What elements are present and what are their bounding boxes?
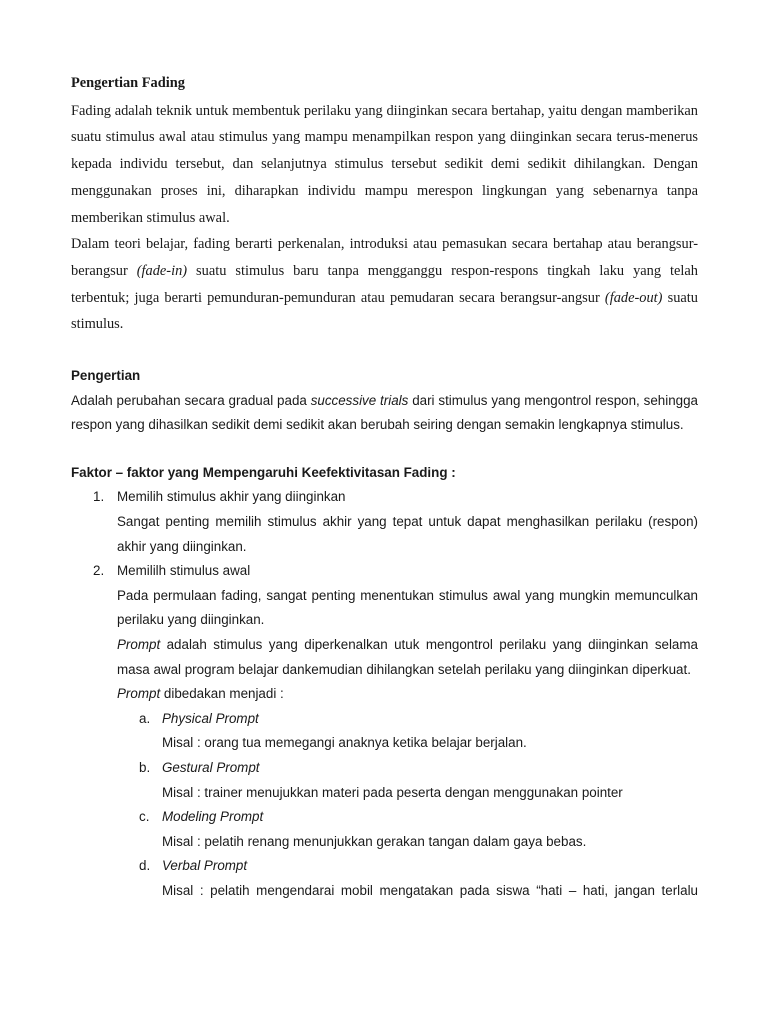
sublist-item [71,854,698,903]
list-item-label: Memilih stimulus akhir yang diinginkan [117,489,346,505]
list-item-description: Pada permulaan fading, sangat penting menentukan stimulus awal yang mungkin memunculkan perilaku yang diinginkan. [117,587,698,628]
prompt-type-name: Modeling Prompt [162,809,264,825]
list-item [71,559,698,707]
paragraph-text: dari stimulus yang mengontrol respon, sehingga respon yang dihasilkan sedikit demi sedikit akan berubah seiring dengan semakin lengkapnya stimulus. [71,392,698,433]
sublist-item [71,805,698,854]
italic-term: (fade-in) [136,262,188,279]
document-page [71,70,698,904]
section-title: Pengertian [71,368,141,384]
paragraph [71,98,698,338]
prompt-example: Misal : pelatih renang menunjukkan gerakan tangan dalam gaya bebas. [162,833,587,849]
prompt-example: Misal : orang tua memegangi anaknya ketika belajar berjalan. [162,735,527,751]
prompt-example: Misal : trainer menujukkan materi pada peserta dengan menggunakan pointer [162,784,623,800]
sublist-item [71,707,698,756]
paragraph-text: adalah stimulus yang diperkenalkan utuk mengontrol perilaku yang diinginkan selama masa awal program belajar dankemudian dihilangkan setelah perilaku yang diinginkan diperkuat. [117,636,698,677]
paragraph-text: dibedakan menjadi : [160,686,284,702]
section-fading-definition [71,70,698,338]
paragraph-text: suatu stimulus baru tanpa mengganggu respon-respons tingkah laku yang telah terbentuk; juga berarti pemunduran-pemunduran atau pemudaran secara berangsur-angsur [71,262,698,306]
italic-term: Prompt [117,636,161,652]
italic-term: (fade-out) [604,289,663,306]
section-title: Faktor – faktor yang Mempengaruhi Keefektivitasan Fading : [71,464,456,480]
prompt-type-name: Verbal Prompt [162,858,248,874]
sublist-item [71,756,698,805]
prompt-type-name: Physical Prompt [162,710,259,726]
paragraph-text: Dalam teori belajar, fading berarti perkenalan, introduksi atau pemasukan secara bertahap atau berangsur-berangsur [71,236,698,279]
list-item [71,485,698,559]
paragraph-text: Adalah perubahan secara gradual pada [71,392,311,408]
list-item-description: Sangat penting memilih stimulus akhir yang tepat untuk dapat menghasilkan perilaku (respon) akhir yang diinginkan. [117,514,698,554]
sublist-letter: c. [139,809,150,825]
paragraph [71,389,698,438]
sublist-letter: a. [139,710,151,726]
list-number: 2. [93,563,105,579]
sublist-letter: d. [139,858,151,874]
section-factors [71,461,698,904]
section-pengertian [71,364,698,438]
section-title: Pengertian Fading [71,75,185,91]
prompt-definition [117,633,698,682]
paragraph-text: Fading adalah teknik untuk membentuk perilaku yang diinginkan secara bertahap, yaitu dengan mamberikan suatu stimulus awal atau stimulus yang mampu menampilkan respon yang diinginkan secara terus-menerus kepada individu tersebut, dan selanjutnya stimulus tersebut sedikit demi sedikit dihilangkan. Dengan menggunakan proses ini, diharapkan individu mampu merespon lingkungan yang sebenarnya tanpa memberikan stimulus awal. [71,102,698,226]
prompt-types-intro [117,682,698,707]
paragraph-text: suatu stimulus. [71,289,698,333]
list-number: 1. [93,489,105,505]
sublist-letter: b. [139,759,151,775]
prompt-type-name: Gestural Prompt [162,759,260,775]
italic-term: successive trials [310,392,409,408]
italic-term: Prompt [117,686,161,702]
prompt-example: Misal : pelatih mengendarai mobil mengatakan pada siswa “hati – hati, jangan terlalu [162,882,698,898]
list-item-label: Memililh stimulus awal [117,563,251,579]
